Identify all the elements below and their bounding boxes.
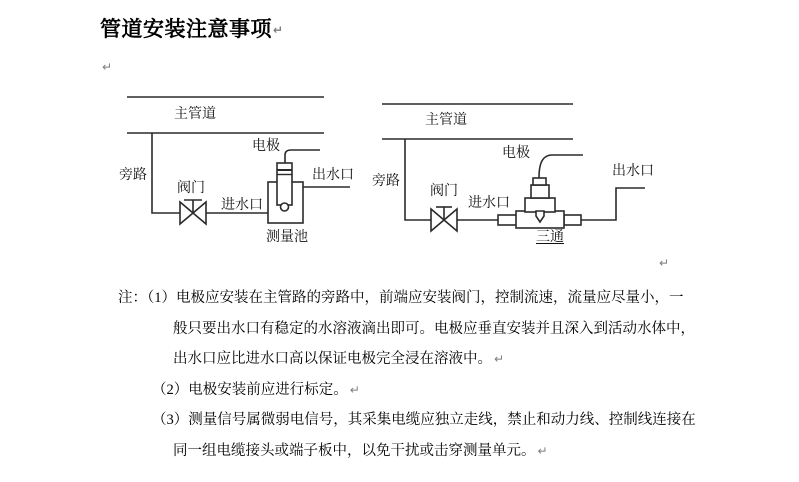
note-text: 注：（1）电极应安装在主管路的旁路中，前端应安装阀门，控制流速，流量应尽量小，一 [118, 290, 684, 306]
tee-label: 三通 [536, 230, 564, 245]
diagram1-cable-line [285, 150, 320, 163]
diagram1-valve-icon [180, 200, 206, 224]
diagram1-main-pipe [127, 97, 324, 133]
valve-label: 阀门 [177, 181, 205, 196]
diagram2-outlet-line [581, 188, 645, 220]
paragraph-mark-icon: ↵ [273, 23, 284, 37]
inlet-label: 进水口 [468, 196, 510, 211]
bypass-label: 旁路 [119, 168, 147, 183]
diagram1-bypass-line [152, 133, 180, 213]
note-text: （2）电极安装前应进行标定。 [152, 382, 348, 398]
diagram2-bypass-line [405, 139, 431, 220]
outlet-label: 出水口 [612, 164, 654, 179]
note-line [173, 439, 548, 460]
main-pipe-label: 主管道 [425, 113, 467, 128]
measuring-vessel-label: 测量池 [266, 230, 308, 245]
paragraph-mark-icon: ↵ [659, 256, 670, 270]
note-line [152, 408, 698, 429]
diagram1-electrode-icon [277, 163, 292, 211]
paragraph-mark-icon: ↵ [494, 352, 505, 366]
paragraph-mark-icon: ↵ [349, 383, 360, 397]
diagram2-main-pipe [382, 104, 573, 139]
note-text: 出水口应比进水口高以保证电极完全浸在溶液中。 [173, 351, 492, 367]
note-line [173, 317, 697, 338]
page-title-text: 管道安装注意事项 [100, 17, 272, 41]
note-line [173, 347, 504, 368]
electrode-label: 电极 [502, 146, 530, 161]
diagram2-cable-line [539, 155, 583, 178]
outlet-label: 出水口 [312, 168, 354, 183]
inlet-label: 进水口 [221, 198, 263, 213]
note-text: （3）测量信号属微弱电信号，其采集电缆应独立走线，禁止和动力线、控制线连接在 [152, 412, 696, 428]
paragraph-mark-icon: ↵ [537, 444, 548, 458]
note-text: 般只要出水口有稳定的水溶液滴出即可。电极应垂直安装并且深入到活动水体中， [173, 321, 695, 337]
note-text: 同一组电缆接头或端子板中，以免干扰或击穿测量单元。 [173, 443, 536, 459]
paragraph-mark-icon: ↵ [102, 60, 113, 74]
electrode-label: 电极 [252, 139, 280, 154]
note-line [152, 378, 360, 399]
diagram2-valve-icon [431, 207, 457, 231]
bypass-label: 旁路 [372, 174, 400, 189]
note-line [118, 286, 686, 307]
main-pipe-label: 主管道 [174, 107, 216, 122]
valve-label: 阀门 [430, 184, 458, 199]
